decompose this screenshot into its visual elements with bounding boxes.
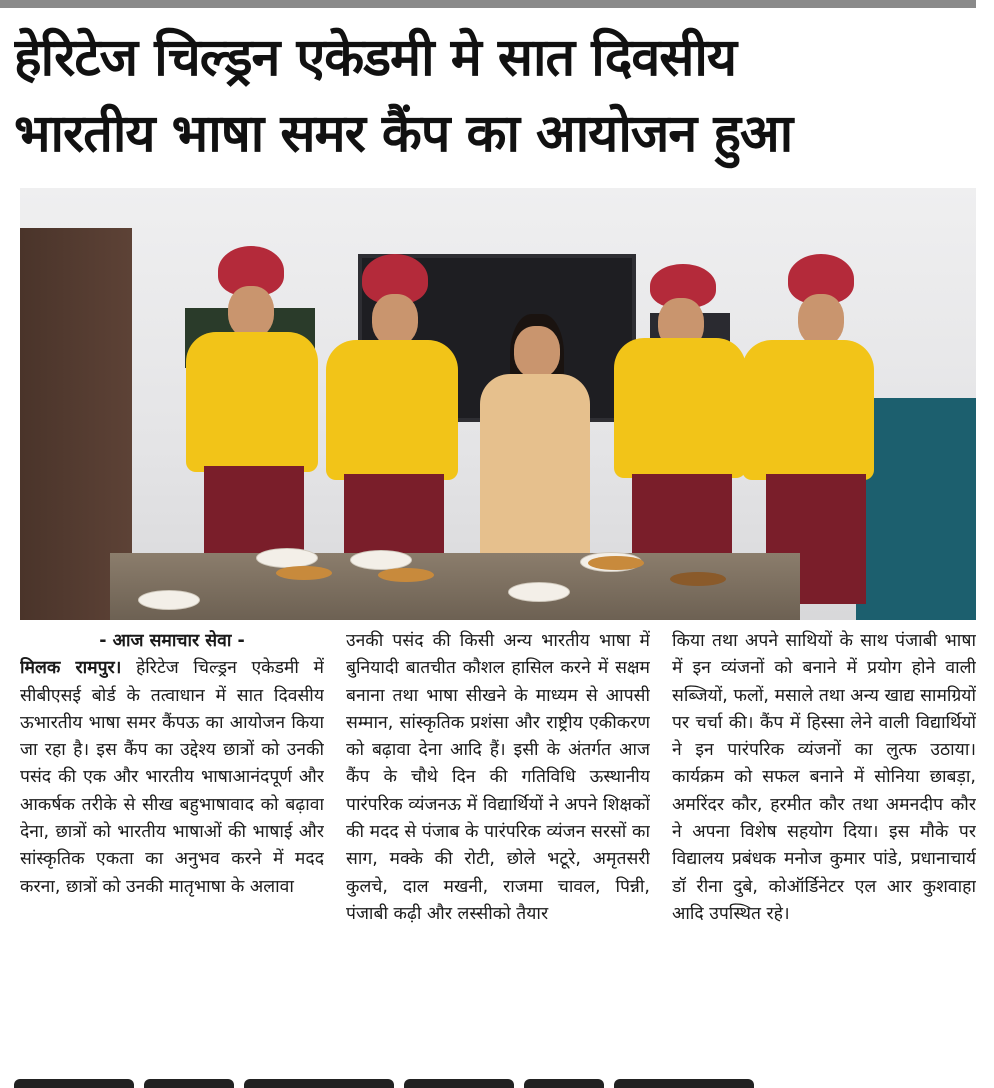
- plate: [508, 582, 570, 602]
- food: [378, 568, 434, 582]
- headline: [14, 20, 980, 172]
- next-headline-cutoff: [14, 1076, 974, 1088]
- food: [588, 556, 644, 570]
- news-photo: [20, 188, 976, 620]
- column-3-text: किया तथा अपने साथियों के साथ पंजाबी भाषा में इन व्यंजनों को बनाने में प्रयोग होने वाली सब्जियों, फलों, मसाले तथा अन्य खाद्य सामग्रियों पर चर्चा की। कैंप में हिस्सा लेने वाली विद्यार्थियों ने इन पारंपरिक व्यंजनों का लुत्फ उठाया। कार्यक्रम को सफल बनाने में सोनिया छाबड़ा, अमरिंदर कौर, हरमीत कौर तथा अमनदीप कौर ने अपना विशेष सहयोग दिया। इस मौके पर विद्यालय प्रबंधक मनोज कुमार पांडे, प्रधानाचार्य डॉ रीना दुबे, कोऑर्डिनेटर एल आर कुशवाहा आदि उपस्थित रहे।: [672, 631, 976, 924]
- headline-line-2: भारतीय भाषा समर कैंप का आयोजन हुआ: [14, 104, 793, 164]
- chalkboard: [856, 398, 976, 620]
- article-column-2: [346, 628, 650, 1078]
- byline: - आज समाचार सेवा -: [99, 631, 245, 651]
- headline-line-1: हेरिटेज चिल्ड्रन एकेडमी मे सात दिवसीय: [14, 28, 737, 88]
- plate: [256, 548, 318, 568]
- column-2-text: उनकी पसंद की किसी अन्य भारतीय भाषा में बुनियादी बातचीत कौशल हासिल करने में सक्षम बनाना तथा भाषा सीखने के माध्यम से आपसी सम्मान, सांस्कृतिक प्रशंसा और राष्ट्रीय एकीकरण को बढ़ावा देना आदि हैं। इसी के अंतर्गत आज कैंप के चौथे दिन की गतिविधि ऊस्थानीय पारंपरिक व्यंजनऊ में विद्यार्थियों ने अपने शिक्षकों की मदद से पंजाब के पारंपरिक व्यंजन सरसों का साग, मक्के की रोटी, छोले भटूरे, अमृतसरी कुलचे, दाल मखनी, राजमा चावल, पिन्नी, पंजाबी कढ़ी और लस्सीको तैयार: [346, 631, 650, 924]
- article-body: [20, 628, 980, 1078]
- plate: [350, 550, 412, 570]
- food: [670, 572, 726, 586]
- column-1-text: हेरिटेज चिल्ड्रन एकेडमी में सीबीएसई बोर्ड के तत्वाधान में सात दिवसीय ऊभारतीय भाषा समर कैंपऊ का आयोजन किया जा रहा है। इस कैंप का उद्देश्य छात्रों को उनकी पसंद की एक और भारतीय भाषाआनंदपूर्ण और आकर्षक तरीके से सीख बहुभाषावाद को बढ़ावा देना, छात्रों को भारतीय भाषाओं की भाषाई और सांस्कृतिक एकता का अनुभव करने में मदद करना, छात्रों को उनकी मातृभाषा के अलावा: [20, 658, 324, 897]
- article-column-3: [672, 628, 976, 1078]
- article-column-1: [20, 628, 324, 1078]
- top-rule: [0, 0, 976, 8]
- plate: [138, 590, 200, 610]
- food: [276, 566, 332, 580]
- dateline: मिलक रामपुर।: [20, 658, 122, 679]
- food-table: [110, 553, 800, 620]
